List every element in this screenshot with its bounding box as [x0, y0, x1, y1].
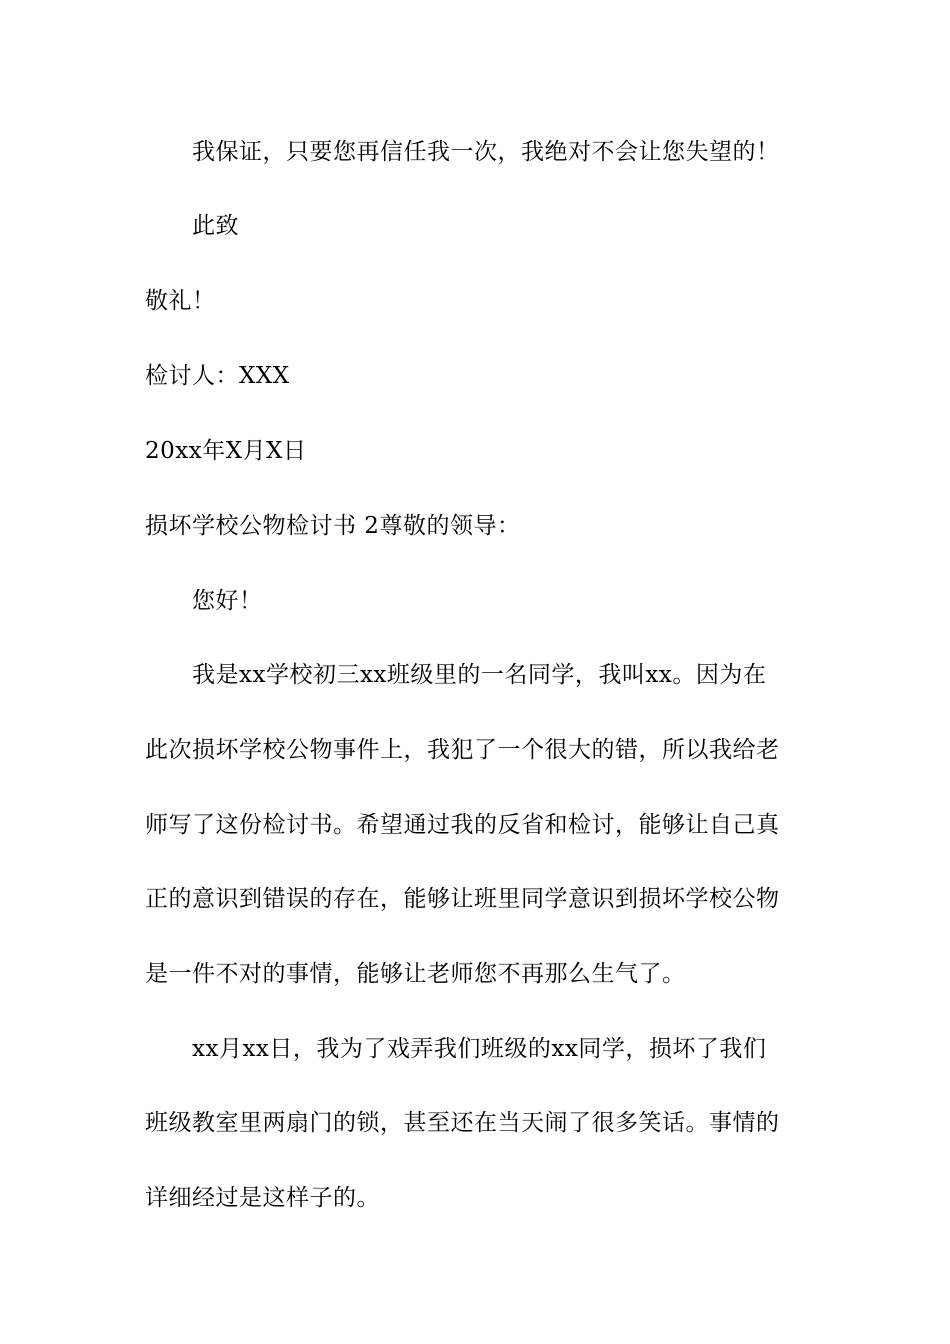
body-line: 师写了这份检讨书。希望通过我的反省和检讨，能够让自己真 — [145, 812, 780, 838]
signature-author: 检讨人：XXX — [145, 363, 290, 389]
body-line: 是一件不对的事情，能够让老师您不再那么生气了。 — [145, 961, 686, 987]
body-line: 此次损坏学校公物事件上，我犯了一个很大的错，所以我给老 — [145, 737, 780, 763]
body-line: 正的意识到错误的存在，能够让班里同学意识到损坏学校公物 — [145, 886, 780, 912]
signature-date: 20xx年X月X日 — [145, 438, 307, 464]
closing-respect: 敬礼！ — [145, 288, 216, 314]
section-title: 损坏学校公物检讨书 2尊敬的领导： — [145, 513, 521, 539]
closing-salutation: 此致 — [192, 213, 239, 239]
body-line: 我是xx学校初三xx班级里的一名同学，我叫xx。因为在 — [192, 662, 767, 688]
body-line: 班级教室里两扇门的锁，甚至还在当天闹了很多笑话。事情的 — [145, 1110, 780, 1136]
body-line: xx月xx日，我为了戏弄我们班级的xx同学，损坏了我们 — [192, 1036, 767, 1062]
paragraph-promise: 我保证，只要您再信任我一次，我绝对不会让您失望的！ — [192, 139, 780, 165]
greeting: 您好！ — [192, 588, 263, 614]
body-line: 详细经过是这样子的。 — [145, 1185, 380, 1211]
